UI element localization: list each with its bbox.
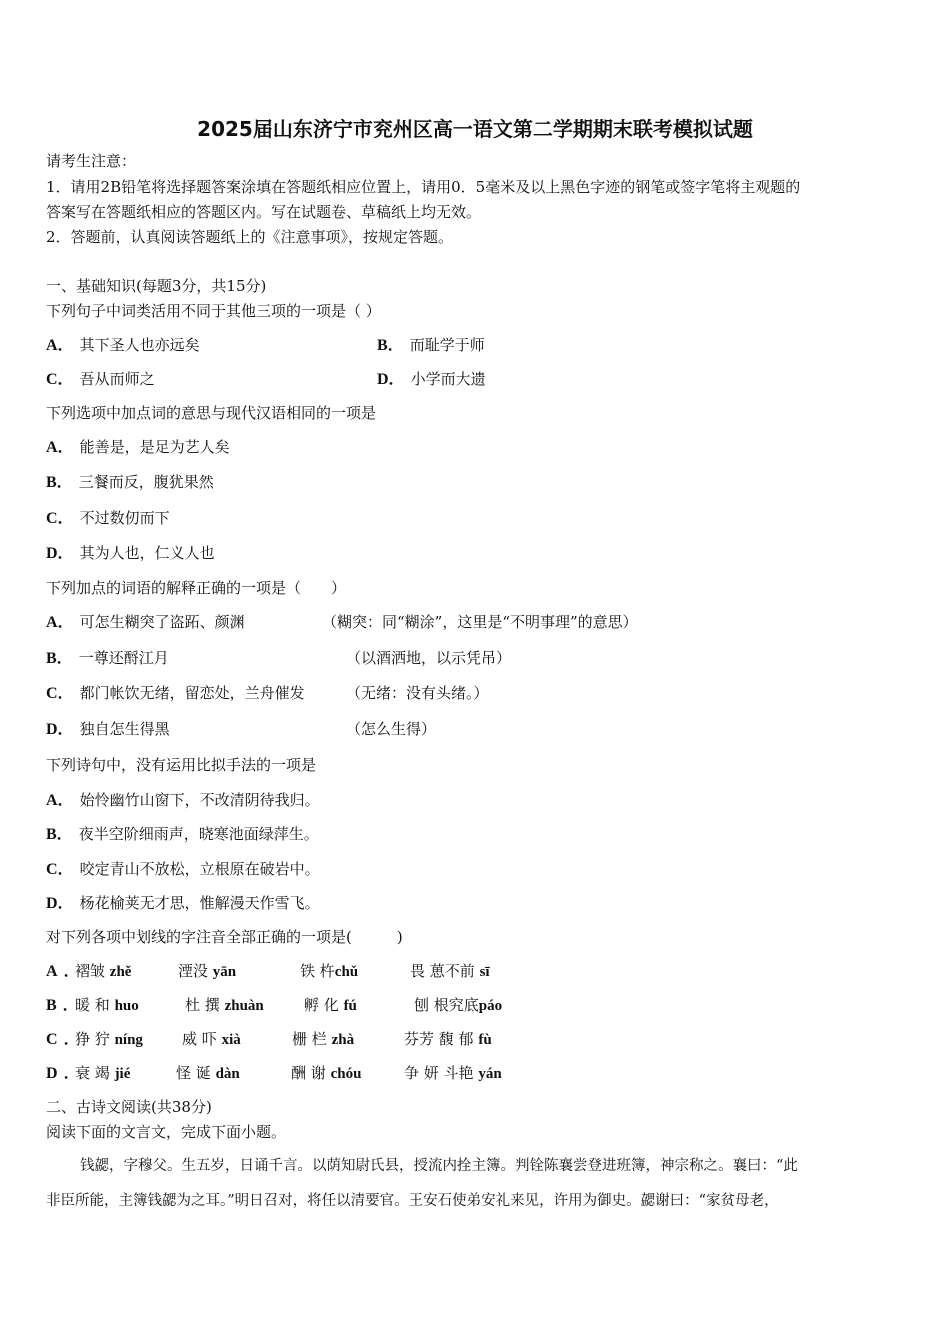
q5-option-d-label: D ．	[46, 1065, 80, 1082]
q1-option-c: C． 吾从而师之	[46, 370, 155, 388]
q3-stem: 下列加点的词语的解释正确的一项是（ ）	[46, 579, 347, 597]
q5-option-a-item-1: 褶皱 zhě	[75, 962, 132, 980]
q5-option-d-item-3: 酬 谢 chóu	[291, 1064, 362, 1082]
q2-option-c: C． 不过数仞而下	[46, 509, 170, 527]
section-1-heading: 一、基础知识(每题3分，共15分)	[46, 277, 267, 295]
q3-option-a: A． 可怎生糊突了盗跖、颜渊	[46, 613, 245, 631]
q3-option-b: B． 一尊还酹江月	[46, 649, 169, 667]
q5-option-c-item-3: 栅 栏 zhà	[292, 1030, 355, 1048]
q5-option-b-item-3: 孵 化 fú	[304, 996, 357, 1014]
notice-line-1a: 1．请用2B铅笔将选择题答案涂填在答题纸相应位置上，请用0．5毫米及以上黑色字迹的钢笔或签字笔将主观题的	[46, 178, 801, 196]
q2-option-d: D． 其为人也，仁义人也	[46, 544, 215, 562]
q1-stem: 下列句子中词类活用不同于其他三项的一项是（ ）	[46, 302, 381, 320]
q5-option-b-item-2: 杜 撰 zhuàn	[185, 996, 264, 1014]
q5-stem: 对下列各项中划线的字注音全部正确的一项是( )	[46, 928, 403, 946]
q1-option-d: D． 小学而大遗	[377, 370, 486, 388]
q4-option-c: C． 咬定青山不放松，立根原在破岩中。	[46, 860, 320, 878]
q4-stem: 下列诗句中，没有运用比拟手法的一项是	[46, 756, 317, 774]
q4-option-a: A． 始怜幽竹山窗下，不改清阴待我归。	[46, 791, 320, 809]
reading-intro: 阅读下面的文言文，完成下面小题。	[46, 1123, 287, 1141]
passage-line-1: 钱勰，字穆父。生五岁，日诵千言。以荫知尉氏县，授流内拴主簿。判铨陈襄尝登进班簿，神宗称之。襄曰：“此	[80, 1158, 798, 1174]
section-2-heading: 二、古诗文阅读(共38分)	[46, 1098, 212, 1116]
q5-option-d-item-1: 衰 竭 jié	[75, 1064, 131, 1082]
q2-option-b: B． 三餐而反，腹犹果然	[46, 473, 214, 491]
q4-option-d: D． 杨花榆荚无才思，惟解漫天作雪飞。	[46, 894, 320, 912]
notice-line-1b: 答案写在答题纸相应的答题区内。写在试题卷、草稿纸上均无效。	[46, 203, 482, 221]
q5-option-d-item-4: 争 妍 斗艳 yán	[404, 1064, 502, 1082]
q5-option-d-item-2: 怪 诞 dàn	[176, 1064, 240, 1082]
q5-option-c-item-4: 芬芳 馥 郁 fù	[404, 1030, 492, 1048]
q3-option-d-note: （怎么生得）	[346, 720, 437, 738]
notice-line-2: 2．答题前，认真阅读答题纸上的《注意事项》，按规定答题。	[46, 228, 454, 246]
q3-option-a-note: （糊突：同“糊涂”，这里是“不明事理”的意思）	[322, 613, 638, 631]
q5-option-b-item-1: 暖 和 huo	[75, 996, 139, 1014]
q5-option-a-item-2: 湮没 yān	[178, 962, 237, 980]
q5-option-a-item-3: 铁 杵chǔ	[300, 962, 359, 980]
q2-stem: 下列选项中加点词的意思与现代汉语相同的一项是	[46, 404, 377, 422]
q5-option-c-item-2: 威 吓 xià	[182, 1030, 241, 1048]
q2-option-a: A． 能善是，是足为艺人矣	[46, 438, 230, 456]
q5-option-b-label: B ．	[46, 997, 79, 1014]
q4-option-b: B． 夜半空阶细雨声，晓寒池面绿萍生。	[46, 825, 319, 843]
q5-option-c-item-1: 狰 狞 níng	[75, 1030, 143, 1048]
notice-heading: 请考生注意：	[46, 152, 137, 170]
q5-option-a-item-4: 畏 葸不前 sī	[410, 962, 490, 980]
q5-option-b-item-4: 刨 根究底páo	[414, 996, 503, 1014]
q1-option-a: A． 其下圣人也亦远矣	[46, 336, 200, 354]
q3-option-c: C． 都门帐饮无绪，留恋处，兰舟催发	[46, 684, 305, 702]
q3-option-d: D． 独自怎生得黑	[46, 720, 170, 738]
q5-option-c-label: C ．	[46, 1031, 80, 1048]
q5-option-a-label: A ．	[46, 963, 80, 980]
q3-option-b-note: （以酒洒地，以示凭吊）	[346, 649, 512, 667]
page-title: 2025届山东济宁市兖州区高一语文第二学期期末联考模拟试题	[197, 117, 753, 141]
q3-option-c-note: （无绪：没有头绪。）	[346, 684, 489, 702]
passage-line-2: 非臣所能，主簿钱勰为之耳。”明日召对，将任以清要官。王安石使弟安礼来见，许用为御史。勰谢曰：“家贫母老，	[46, 1193, 779, 1209]
q1-option-b: B． 而耻学于师	[377, 336, 485, 354]
